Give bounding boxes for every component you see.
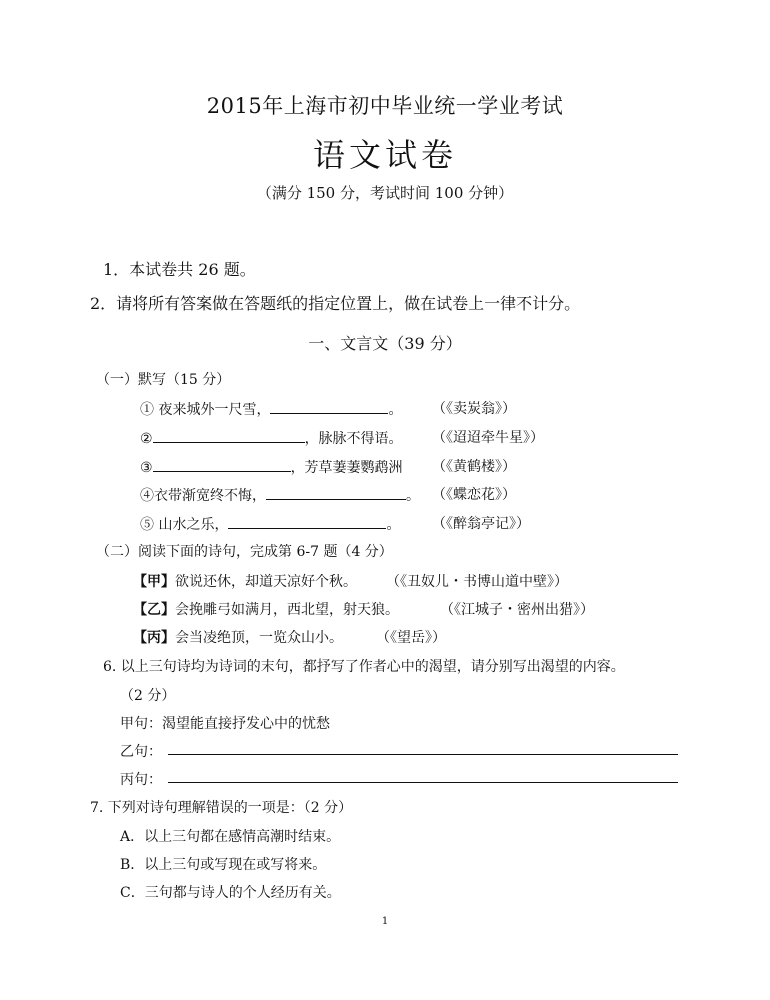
dictation-item-2-pre: ② bbox=[140, 431, 153, 447]
question-7-stem: 7. 下列对诗句理解错误的一项是：（2 分） bbox=[90, 800, 353, 816]
note-1: 1．本试卷共 26 题。 bbox=[103, 260, 256, 279]
poem-bing-text: 会当凌绝顶，一览众山小。 bbox=[175, 630, 343, 646]
poem-jia bbox=[133, 571, 357, 591]
dictation-item-3-source: （《黄鹤楼》） bbox=[432, 459, 516, 475]
poem-bing bbox=[133, 627, 343, 647]
answer-blank[interactable] bbox=[270, 398, 388, 414]
dictation-item-2 bbox=[140, 427, 403, 448]
poem-yi-label: 【乙】 bbox=[133, 602, 175, 618]
question-6-points: （2 分） bbox=[120, 688, 176, 704]
answer-blank[interactable] bbox=[153, 456, 291, 472]
paper-title: 语文试卷 bbox=[312, 136, 457, 174]
poem-bing-label: 【丙】 bbox=[133, 630, 175, 646]
exam-meta: （满分 150 分，考试时间 100 分钟） bbox=[256, 184, 514, 202]
answer-blank[interactable] bbox=[153, 427, 305, 443]
page-number: 1 bbox=[381, 916, 389, 927]
dictation-item-5-source: （《醉翁亭记》） bbox=[432, 516, 530, 532]
dictation-item-2-post: ，脉脉不得语。 bbox=[304, 431, 403, 447]
poem-yi-text: 会挽雕弓如满月，西北望，射天狼。 bbox=[175, 602, 399, 618]
question-7-option-b: B．以上三句或写现在或写将来。 bbox=[120, 857, 327, 873]
exam-title: 2015年上海市初中毕业统一学业考试 bbox=[206, 94, 564, 118]
part1-title: （一）默写（15 分） bbox=[96, 372, 231, 388]
dictation-item-4-post: 。 bbox=[406, 488, 420, 504]
poem-yi bbox=[133, 599, 399, 619]
poem-yi-source: （《江城子・密州出猎》） bbox=[440, 602, 594, 618]
section-title: 一、文言文（39 分） bbox=[308, 334, 462, 353]
poem-jia-text: 欲说还休，却道天凉好个秋。 bbox=[175, 574, 357, 590]
question-6-label-c: 丙句： bbox=[120, 772, 162, 788]
answer-blank[interactable] bbox=[228, 513, 386, 529]
answer-blank[interactable] bbox=[266, 484, 406, 500]
dictation-item-4-pre: ④衣带渐宽终不悔， bbox=[140, 488, 266, 504]
dictation-item-4-source: （《蝶恋花》） bbox=[432, 487, 516, 503]
dictation-item-4 bbox=[140, 484, 420, 505]
part2-title: （二）阅读下面的诗句，完成第 6-7 题（4 分） bbox=[96, 544, 393, 560]
poem-jia-source: （《丑奴儿・书博山道中壁》） bbox=[386, 574, 568, 590]
dictation-item-1-source: （《卖炭翁》） bbox=[432, 401, 516, 417]
question-6-answer-a: 甲句：渴望能直接抒发心中的忧愁 bbox=[120, 716, 330, 732]
dictation-item-1 bbox=[140, 398, 402, 419]
dictation-item-1-post: 。 bbox=[388, 402, 403, 418]
question-7-option-a: A．以上三句都在感情高潮时结束。 bbox=[120, 829, 341, 845]
dictation-item-3-post: ，芳草萋萋鹦鹉洲 bbox=[290, 460, 403, 476]
dictation-item-3 bbox=[140, 456, 403, 477]
question-6-label-b: 乙句： bbox=[120, 744, 162, 760]
dictation-item-3-pre: ③ bbox=[140, 460, 153, 476]
note-2: 2．请将所有答案做在答题纸的指定位置上，做在试卷上一律不计分。 bbox=[90, 294, 581, 313]
poem-bing-source: （《望岳》） bbox=[376, 630, 446, 646]
poem-jia-label: 【甲】 bbox=[133, 574, 175, 590]
dictation-item-1-pre: ① 夜来城外一尺雪， bbox=[140, 402, 271, 418]
dictation-item-5 bbox=[140, 513, 400, 534]
dictation-item-2-source: （《迢迢牵牛星》） bbox=[432, 430, 544, 446]
question-7-option-c: C．三句都与诗人的个人经历有关。 bbox=[120, 885, 341, 901]
answer-line-b[interactable] bbox=[168, 754, 678, 755]
answer-line-c[interactable] bbox=[168, 782, 678, 783]
dictation-item-5-post: 。 bbox=[386, 517, 401, 533]
dictation-item-5-pre: ⑤ 山水之乐， bbox=[140, 517, 229, 533]
question-6-stem: 6. 以上三句诗均为诗词的末句，都抒写了作者心中的渴望，请分别写出渴望的内容。 bbox=[103, 659, 625, 675]
